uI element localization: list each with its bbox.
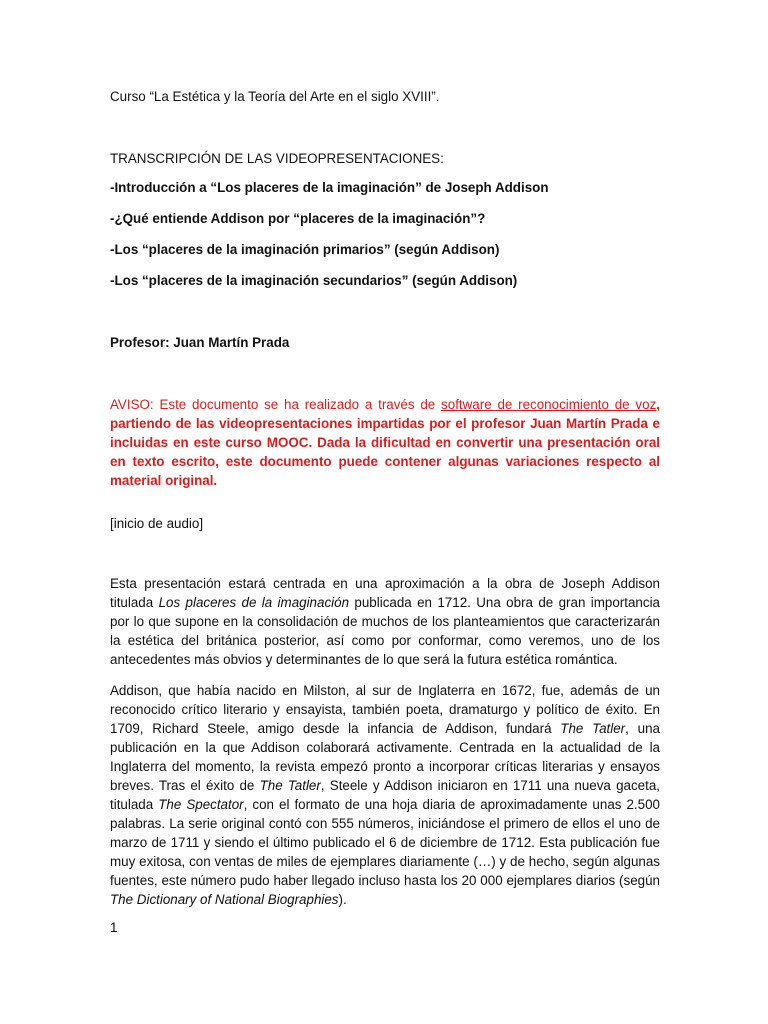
- paragraph-text: , una publicación en la que Addison colaborará activamente. Centrada en la actualidad de la Inglaterra del momento, la revista empezó pronto a incorporar críticas literarias y ensayos breves. Tras el éxito de: [110, 721, 660, 793]
- paragraph-text: Addison, que había nacido en Milston, al sur de Inglaterra en 1672, fue, además de un reconocido crítico literario y ensayista, también poeta, dramaturgo y político de éxito. En 1709, Richard Steele, amigo desde la infancia de Addison, fundará: [110, 683, 660, 736]
- paragraph-text: publicada en 1712. Una obra de gran importancia por lo que supone en la consolidación de muchos de los planteamientos que caracterizarán la estética del británica posterior, así como por conformar, como veremos, uno de los antecedentes más obvios y determinantes de lo que será la futura estética romántica.: [110, 595, 660, 667]
- paragraph-text: Esta presentación estará centrada en una aproximación a la obra de Joseph Addison titulada: [110, 576, 660, 610]
- page-number: 1: [110, 920, 118, 935]
- topic-item: -¿Qué entiende Addison por “placeres de la imaginación”?: [110, 211, 486, 226]
- audio-start-marker: [inicio de audio]: [110, 516, 204, 531]
- paragraph-text: , con el formato de una hoja diaria de aproximadamente unas 2.500 palabras. La serie original contó con 555 números, iniciándose el primero de ellos el uno de marzo de 1711 y siendo el último publicado el 6 de diciembre de 1712. Esta publicación fue muy exitosa, con ventas de miles de ejemplares diariamente (…) y de hecho, según algunas fuentes, este número pudo haber llegado incluso hasta los 20 000 ejemplares diarios (según: [110, 797, 660, 888]
- paragraph-text: , Steele y Addison iniciaron en 1711 una nueva gaceta, titulada: [110, 778, 660, 812]
- work-title: The Dictionary of National Biographies: [110, 892, 339, 907]
- voice-recognition-link[interactable]: software de reconocimiento de voz: [441, 397, 657, 412]
- work-title: The Tatler: [560, 721, 626, 736]
- work-title: Los placeres de la imaginación: [158, 595, 350, 610]
- topic-item: -Introducción a “Los placeres de la imaginación” de Joseph Addison: [110, 180, 549, 195]
- topic-item: -Los “placeres de la imaginación primarios” (según Addison): [110, 242, 500, 257]
- course-title: Curso “La Estética y la Teoría del Arte en el siglo XVIII”.: [110, 89, 440, 104]
- body-paragraph-1: [110, 574, 660, 669]
- professor-name: Profesor: Juan Martín Prada: [110, 335, 290, 350]
- paragraph-text: ).: [338, 892, 347, 907]
- work-title: The Tatler: [259, 778, 321, 793]
- topic-item: -Los “placeres de la imaginación secundarios” (según Addison): [110, 273, 518, 288]
- transcription-heading: TRANSCRIPCIÓN DE LAS VIDEOPRESENTACIONES:: [110, 151, 444, 166]
- notice-suffix: , partiendo de las videopresentaciones impartidas por el profesor Juan Martín Prada e incluidas en este curso MOOC. Dada la dificultad en convertir una presentación oral en texto escrito, este documento puede contener algunas variaciones respecto al material original.: [110, 397, 661, 488]
- notice-prefix: AVISO: Este documento se ha realizado a través de: [110, 397, 442, 412]
- notice-paragraph: [110, 395, 660, 490]
- work-title: The Spectator: [158, 797, 244, 812]
- body-paragraph-2: [110, 681, 660, 909]
